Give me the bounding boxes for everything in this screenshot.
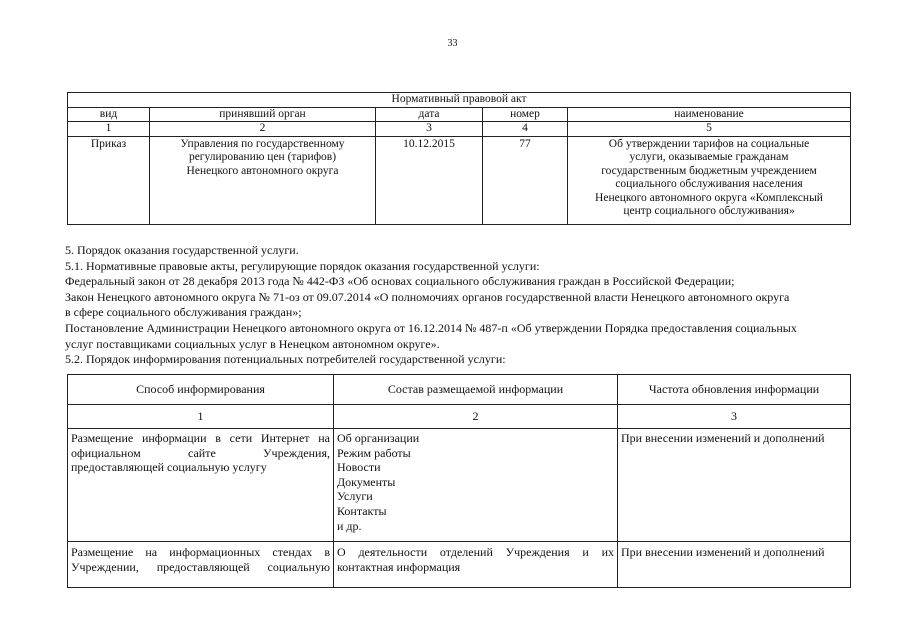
text-line: 5.1. Нормативные правовые акты, регулирующие порядок оказания государственной услуги: — [65, 258, 540, 273]
text-line: Закон Ненецкого автономного округа № 71-оз от 09.07.2014 «О полномочиях органов государственной власти Ненецкого автономного округа — [65, 289, 790, 304]
column-number-3: 3 — [618, 405, 851, 429]
header-type: вид — [68, 107, 150, 122]
page-number: 33 — [447, 38, 458, 49]
column-number-2: 2 — [334, 405, 618, 429]
act-date: 10.12.2015 — [376, 136, 483, 224]
info-frequency: При внесении изменений и дополнений — [618, 429, 851, 542]
info-content: О деятельности отделений Учреждения и их контактная информация — [334, 542, 618, 588]
info-method: Размещение информации в сети Интернет на официальном сайте Учреждения, предоставляющей социальную услугу — [68, 429, 334, 542]
text-line: Постановление Администрации Ненецкого автономного округа от 16.12.2014 № 487-п «Об утверждении Порядка предоставления социальных — [65, 320, 797, 335]
text-line: Федеральный закон от 28 декабря 2013 года № 442-ФЗ «Об основах социального обслуживания граждан в Российской Федерации; — [65, 274, 735, 289]
header-content: Состав размещаемой информации — [334, 375, 618, 405]
info-frequency: При внесении изменений и дополнений — [618, 542, 851, 588]
column-number-3: 3 — [376, 122, 483, 137]
header-name: наименование — [568, 107, 851, 122]
table-row — [68, 136, 851, 224]
header-number: номер — [483, 107, 568, 122]
column-number-1: 1 — [68, 405, 334, 429]
info-content: Об организации Режим работы Новости Документы Услуги Контакты и др. — [334, 429, 618, 542]
legal-act-table — [67, 92, 851, 225]
text-line: в сфере социального обслуживания граждан»; — [65, 305, 302, 320]
act-issuing-body: Управления по государственному регулированию цен (тарифов) Ненецкого автономного округа — [150, 136, 376, 224]
legal-act-table-title: Нормативный правовой акт — [68, 93, 851, 108]
column-number-5: 5 — [568, 122, 851, 137]
header-method: Способ информирования — [68, 375, 334, 405]
text-line: 5.2. Порядок информирования потенциальных потребителей государственной услуги: — [65, 352, 506, 367]
text-line: 5. Порядок оказания государственной услуги. — [65, 243, 299, 257]
act-name: Об утверждении тарифов на социальные услуги, оказываемые гражданам государственным бюджетным учреждением социального обслуживания населения Ненецкого автономного округа «Комплексный центр социального обслуживания» — [568, 136, 851, 224]
procedure-text — [65, 243, 855, 368]
column-number-2: 2 — [150, 122, 376, 137]
act-number: 77 — [483, 136, 568, 224]
header-issuing-body: принявший орган — [150, 107, 376, 122]
text-line: услуг поставщиками социальных услуг в Ненецком автономном округе». — [65, 336, 440, 351]
table-row — [68, 429, 851, 542]
header-frequency: Частота обновления информации — [618, 375, 851, 405]
information-table — [67, 374, 851, 588]
column-number-1: 1 — [68, 122, 150, 137]
table-row — [68, 542, 851, 588]
info-method: Размещение на информационных стендах в Учреждении, предоставляющей социальную — [68, 542, 334, 588]
act-type: Приказ — [68, 136, 150, 224]
column-number-4: 4 — [483, 122, 568, 137]
header-date: дата — [376, 107, 483, 122]
